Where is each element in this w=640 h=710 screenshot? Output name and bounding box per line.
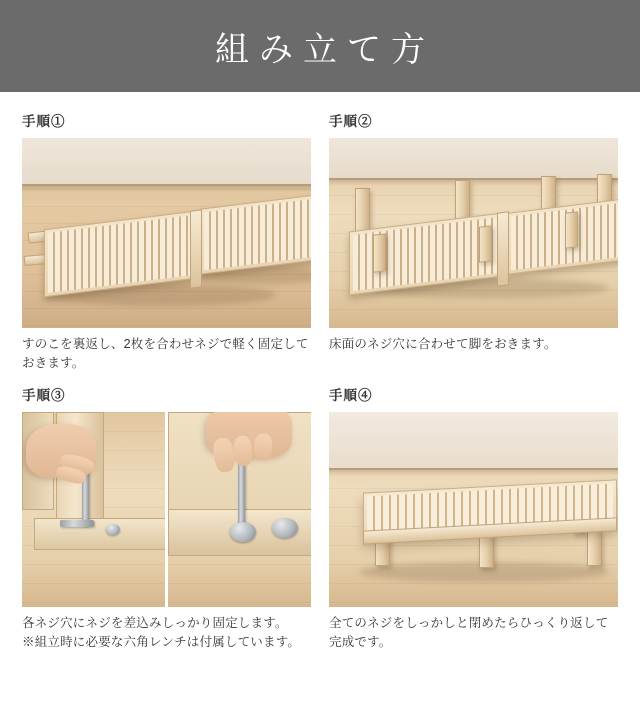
steps-grid bbox=[0, 92, 640, 653]
step-3-caption-note: ※組立時に必要な六角レンチは付属しています。 bbox=[22, 635, 301, 650]
leg-front-right bbox=[587, 530, 602, 566]
slat-panel-left-slats bbox=[48, 215, 192, 293]
wall-shadow bbox=[329, 178, 618, 186]
step-1-photo bbox=[22, 138, 311, 328]
wall-background bbox=[329, 412, 618, 470]
step-4 bbox=[329, 384, 618, 653]
center-joining-bar bbox=[497, 211, 509, 286]
wall-shadow bbox=[22, 184, 311, 192]
leg-on-panel-right bbox=[565, 211, 578, 249]
screw-head-right bbox=[272, 518, 298, 538]
page-title: 組み立て方 bbox=[215, 30, 435, 69]
center-joining-bar bbox=[190, 209, 202, 288]
step-2-photo bbox=[329, 138, 618, 328]
step-3-photo bbox=[22, 412, 311, 607]
screw-head bbox=[106, 524, 120, 535]
step-3-photo-left bbox=[22, 412, 165, 607]
step-2 bbox=[329, 110, 618, 374]
step-4-caption: 全てのネジをしっかしと閉めたらひっくり返して完成です。 bbox=[329, 615, 609, 650]
wall-background bbox=[329, 138, 618, 180]
wall-shadow bbox=[329, 468, 618, 476]
step-3-photo-right bbox=[168, 412, 311, 607]
leg-on-panel-left bbox=[373, 233, 386, 273]
hex-wrench-handle bbox=[60, 520, 94, 527]
slat-panel-right-slats bbox=[204, 196, 311, 270]
step-2-caption: 床面のネジ穴に合わせて脚をおきます。 bbox=[329, 337, 557, 351]
step-1-label: 手順① bbox=[22, 114, 66, 129]
step-3-caption-main: 各ネジ穴にネジを差込みしっかり固定します。 bbox=[22, 615, 288, 630]
step-1-caption: すのこを裏返し、2枚を合わせネジで軽く固定しておきます。 bbox=[22, 337, 309, 371]
step-3 bbox=[22, 384, 311, 653]
step-4-label: 手順④ bbox=[329, 387, 373, 403]
step-3-caption bbox=[22, 614, 311, 653]
wall-background bbox=[22, 138, 311, 186]
step-2-label: 手順② bbox=[329, 114, 373, 129]
leg-on-panel-center bbox=[479, 225, 492, 263]
screw-head-left bbox=[230, 522, 256, 542]
step-1 bbox=[22, 110, 311, 374]
page-header bbox=[0, 0, 640, 92]
horizontal-board bbox=[34, 518, 165, 550]
step-3-label: 手順③ bbox=[22, 387, 66, 403]
step-4-photo bbox=[329, 412, 618, 607]
